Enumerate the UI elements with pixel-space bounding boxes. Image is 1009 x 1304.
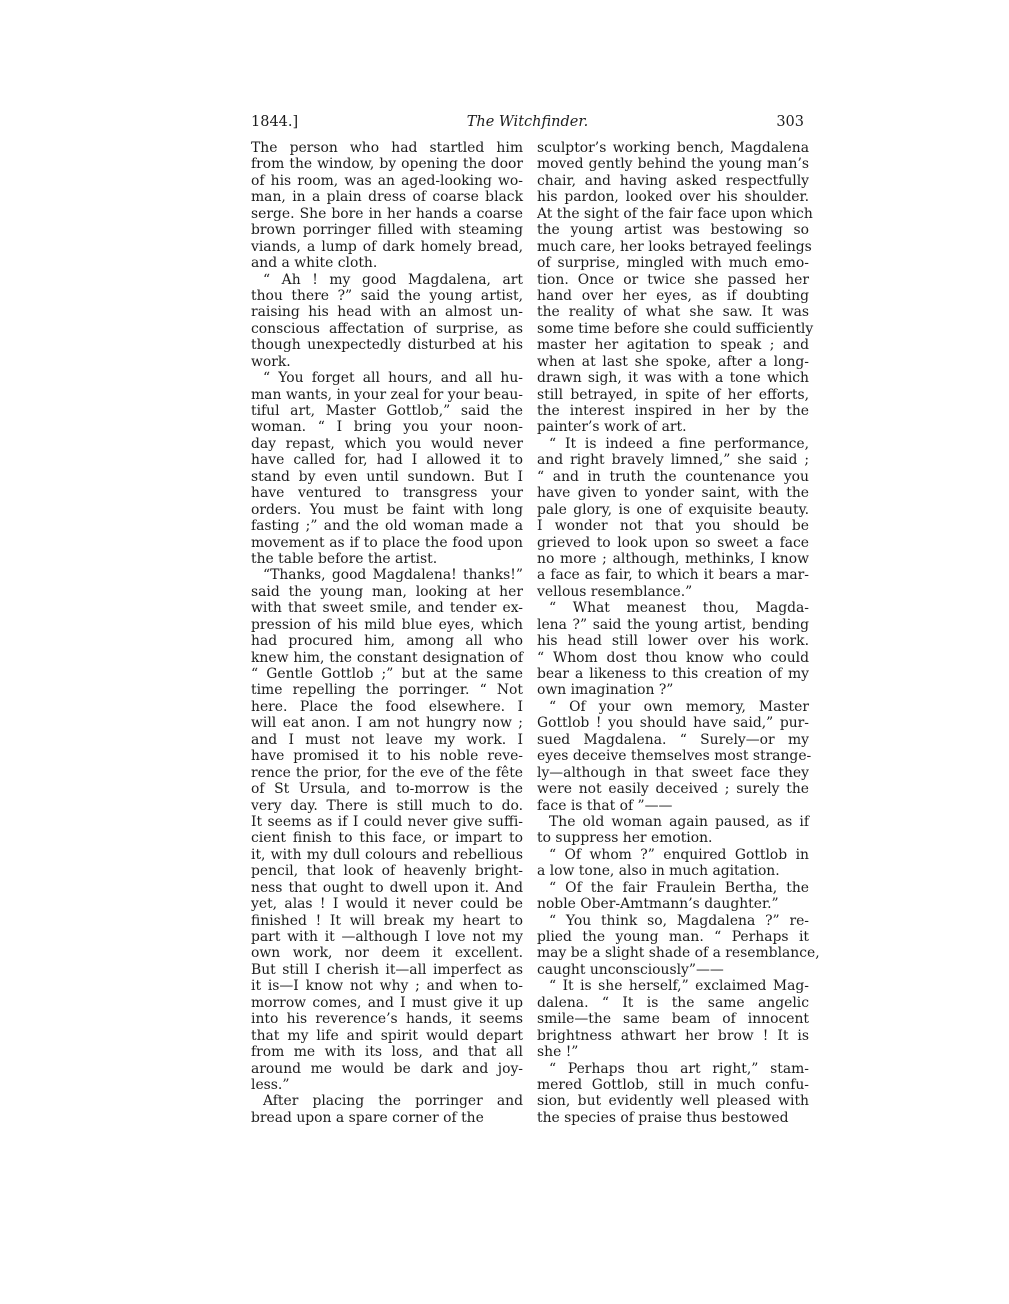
text-line: that my life and spirit would depart xyxy=(251,1027,523,1044)
text-line: said the young man, looking at her xyxy=(251,583,523,600)
header-year: 1844.] xyxy=(251,114,299,130)
text-line: “ Perhaps thou art right,” stam- xyxy=(549,1060,809,1077)
text-line: It seems as if I could never give suffi- xyxy=(251,813,523,830)
text-line: “ It is indeed a fine performance, xyxy=(549,435,809,452)
text-line: viands, a lump of dark homely bread, xyxy=(251,238,523,255)
text-line: when at last she spoke, after a long- xyxy=(537,353,809,370)
text-line: part with it —although I love not my xyxy=(251,929,523,945)
text-line: have given to yonder saint, with the xyxy=(537,485,809,502)
text-line: grieved to look upon so sweet a face xyxy=(537,534,809,551)
text-line: a face as fair, to which it bears a mar- xyxy=(537,567,809,584)
text-line: tion. Once or twice she passed her xyxy=(537,271,809,288)
text-line: ness that ought to dwell upon it. And xyxy=(251,879,523,896)
text-line: man, in a plain dress of coarse black xyxy=(251,189,523,206)
text-line: fasting ;” and the old woman made a xyxy=(251,518,523,535)
text-line: noble Ober-Amtmann’s daughter.” xyxy=(537,896,779,913)
running-header xyxy=(251,114,804,136)
text-line: still betrayed, in spite of her efforts, xyxy=(537,386,809,403)
right-text-column xyxy=(537,140,820,1126)
text-line: his pardon, looked over his shoulder. xyxy=(537,189,809,206)
left-text-column xyxy=(251,140,523,1126)
text-line: here. Place the food elsewhere. I xyxy=(251,698,523,715)
text-line: movement as if to place the food upon xyxy=(251,534,523,551)
text-line: his head still lower over his work. xyxy=(537,633,809,650)
text-line: the young artist was bestowing so xyxy=(537,222,809,239)
text-line: man wants, in your zeal for your beau- xyxy=(251,386,523,403)
text-line: to suppress her emotion. xyxy=(537,830,713,847)
text-line: it is—I know not why ; and when to- xyxy=(251,978,523,995)
text-line: At the sight of the fair face upon which xyxy=(537,205,813,222)
text-line: own work, nor deem it excellent. xyxy=(251,945,523,962)
text-line: from me with its loss, and that all xyxy=(251,1044,523,1061)
text-line: much care, her looks betrayed feelings xyxy=(537,238,812,255)
text-line: into his reverence’s hands, it seems xyxy=(251,1011,523,1028)
text-line: pencil, that look of heavenly bright- xyxy=(251,863,523,880)
text-line: dalena. “ It is the same angelic xyxy=(537,994,809,1011)
text-line: will eat anon. I am not hungry now ; xyxy=(251,715,523,732)
text-line: the table before the artist. xyxy=(251,550,438,567)
text-line: orders. You must be faint with long xyxy=(251,501,523,518)
text-line: though unexpectedly disturbed at his xyxy=(251,337,523,354)
text-line: I wonder not that you should be xyxy=(537,518,809,535)
text-line: “ and in truth the countenance you xyxy=(537,468,809,485)
text-line: and right bravely limned,” she said ; xyxy=(537,452,809,469)
text-line: cient finish to this face, or impart to xyxy=(251,830,523,847)
text-line: The person who had startled him xyxy=(251,140,523,156)
text-line: sion, but evidently well pleased with xyxy=(537,1093,809,1110)
text-line: “Thanks, good Magdalena! thanks!” xyxy=(263,567,523,584)
text-line: master her agitation to speak ; and xyxy=(537,337,809,354)
text-line: chair, and having asked respectfully xyxy=(537,172,809,189)
text-line: less.” xyxy=(251,1076,290,1093)
text-line: she !” xyxy=(537,1044,579,1061)
text-line: day repast, which you would never xyxy=(251,435,523,452)
text-line: lena ?” said the young artist, bending xyxy=(537,616,809,633)
text-line: work. xyxy=(251,353,291,370)
text-line: drawn sigh, it was with a tone which xyxy=(537,370,809,387)
text-line: painter’s work of art. xyxy=(537,419,687,436)
text-line: Gottlob ! you should have said,” pur- xyxy=(537,715,809,732)
text-line: thou there ?” said the young artist, xyxy=(251,287,523,304)
text-line: have promised it to his noble reve- xyxy=(251,748,523,765)
text-line: the reality of what she saw. It was xyxy=(537,304,809,321)
text-line: some time before she could sufficiently xyxy=(537,320,814,337)
text-line: own imagination ?” xyxy=(537,682,674,699)
text-line: conscious affectation of surprise, as xyxy=(251,320,523,337)
text-line: time repelling the porringer. “ Not xyxy=(251,682,523,699)
text-line: smile—the same beam of innocent xyxy=(537,1011,809,1028)
text-line: bear a likeness to this creation of my xyxy=(537,666,809,682)
text-line: finished ! It will break my heart to xyxy=(251,912,523,929)
text-line: very day. There is still much to do. xyxy=(251,797,523,814)
text-line: “ It is she herself,” exclaimed Mag- xyxy=(549,978,809,995)
text-line: from the window, by opening the door xyxy=(251,156,523,173)
text-line: face is that of ”—— xyxy=(537,797,673,814)
page-number: 303 xyxy=(776,114,804,130)
text-line: a low tone, also in much agitation. xyxy=(537,863,780,880)
text-line: pression of his mild blue eyes, which xyxy=(251,616,523,633)
text-line: it, with my dull colours and rebellious xyxy=(251,846,523,863)
text-line: brightness athwart her brow ! It is xyxy=(537,1027,809,1044)
text-line: “ Whom dost thou know who could xyxy=(537,649,809,666)
text-line: “ Of your own memory, Master xyxy=(549,698,809,715)
text-line: the interest inspired in her by the xyxy=(537,403,809,419)
text-line: “ What meanest thou, Magda- xyxy=(549,600,809,617)
text-line: stand by even until sundown. But I xyxy=(251,468,523,485)
text-line: no more ; although, methinks, I know xyxy=(537,550,809,567)
text-line: were not easily deceived ; surely the xyxy=(537,781,809,798)
text-line: of surprise, mingled with much emo- xyxy=(537,255,809,272)
text-line: and a white cloth. xyxy=(251,255,378,272)
text-line: with that sweet smile, and tender ex- xyxy=(251,600,523,617)
text-line: have ventured to transgress your xyxy=(251,485,523,502)
text-line: sculptor’s working bench, Magdalena xyxy=(537,140,809,156)
text-line: of his room, was an aged-looking wo- xyxy=(251,172,523,189)
text-line: “ You think so, Magdalena ?” re- xyxy=(549,912,809,929)
text-line: bread upon a spare corner of the xyxy=(251,1109,484,1126)
text-line: ly—although in that sweet face they xyxy=(537,764,809,781)
text-line: tiful art, Master Gottlob,” said the xyxy=(251,403,523,419)
text-line: But still I cherish it—all imperfect as xyxy=(251,961,523,978)
text-line: The old woman again paused, as if xyxy=(549,813,809,830)
text-line: raising his head with an almost un- xyxy=(251,304,523,321)
header-title: The Witchfinder. xyxy=(466,114,589,130)
text-line: brown porringer filled with steaming xyxy=(251,222,523,239)
text-line: the species of praise thus bestowed xyxy=(537,1109,789,1126)
text-line: hand over her eyes, as if doubting xyxy=(537,287,809,304)
text-line: and I must not leave my work. I xyxy=(251,731,523,748)
text-line: After placing the porringer and xyxy=(263,1093,523,1110)
text-line: yet, alas ! I would it never could be xyxy=(251,896,523,913)
text-line: “ You forget all hours, and all hu- xyxy=(263,370,523,387)
text-line: pale glory, is one of exquisite beauty. xyxy=(537,501,809,518)
text-line: sued Magdalena. “ Surely—or my xyxy=(537,731,809,748)
text-line: woman. “ I bring you your noon- xyxy=(251,419,523,436)
text-line: “ Ah ! my good Magdalena, art xyxy=(263,271,523,288)
text-line: “ Gentle Gottlob ;” but at the same xyxy=(251,666,523,682)
text-line: moved gently behind the young man’s xyxy=(537,156,809,173)
text-line: of St Ursula, and to-morrow is the xyxy=(251,781,523,798)
text-line: eyes deceive themselves most strange- xyxy=(537,748,812,765)
text-line: knew him, the constant designation of xyxy=(251,649,523,666)
text-line: rence the prior, for the eve of the fête xyxy=(251,764,523,781)
text-line: caught unconsciously”—— xyxy=(537,961,724,978)
text-line: had procured him, among all who xyxy=(251,633,523,650)
text-line: mered Gottlob, still in much confu- xyxy=(537,1076,809,1093)
text-line: morrow comes, and I must give it up xyxy=(251,994,523,1011)
text-line: have called for, had I allowed it to xyxy=(251,452,523,469)
text-line: around me would be dark and joy- xyxy=(251,1060,523,1077)
text-line: “ Of the fair Fraulein Bertha, the xyxy=(549,879,809,896)
text-line: plied the young man. “ Perhaps it xyxy=(537,929,809,945)
text-line: “ Of whom ?” enquired Gottlob in xyxy=(549,846,809,863)
text-line: serge. She bore in her hands a coarse xyxy=(251,205,523,222)
text-line: may be a slight shade of a resemblance, xyxy=(537,945,820,962)
text-line: vellous resemblance.” xyxy=(537,583,693,600)
